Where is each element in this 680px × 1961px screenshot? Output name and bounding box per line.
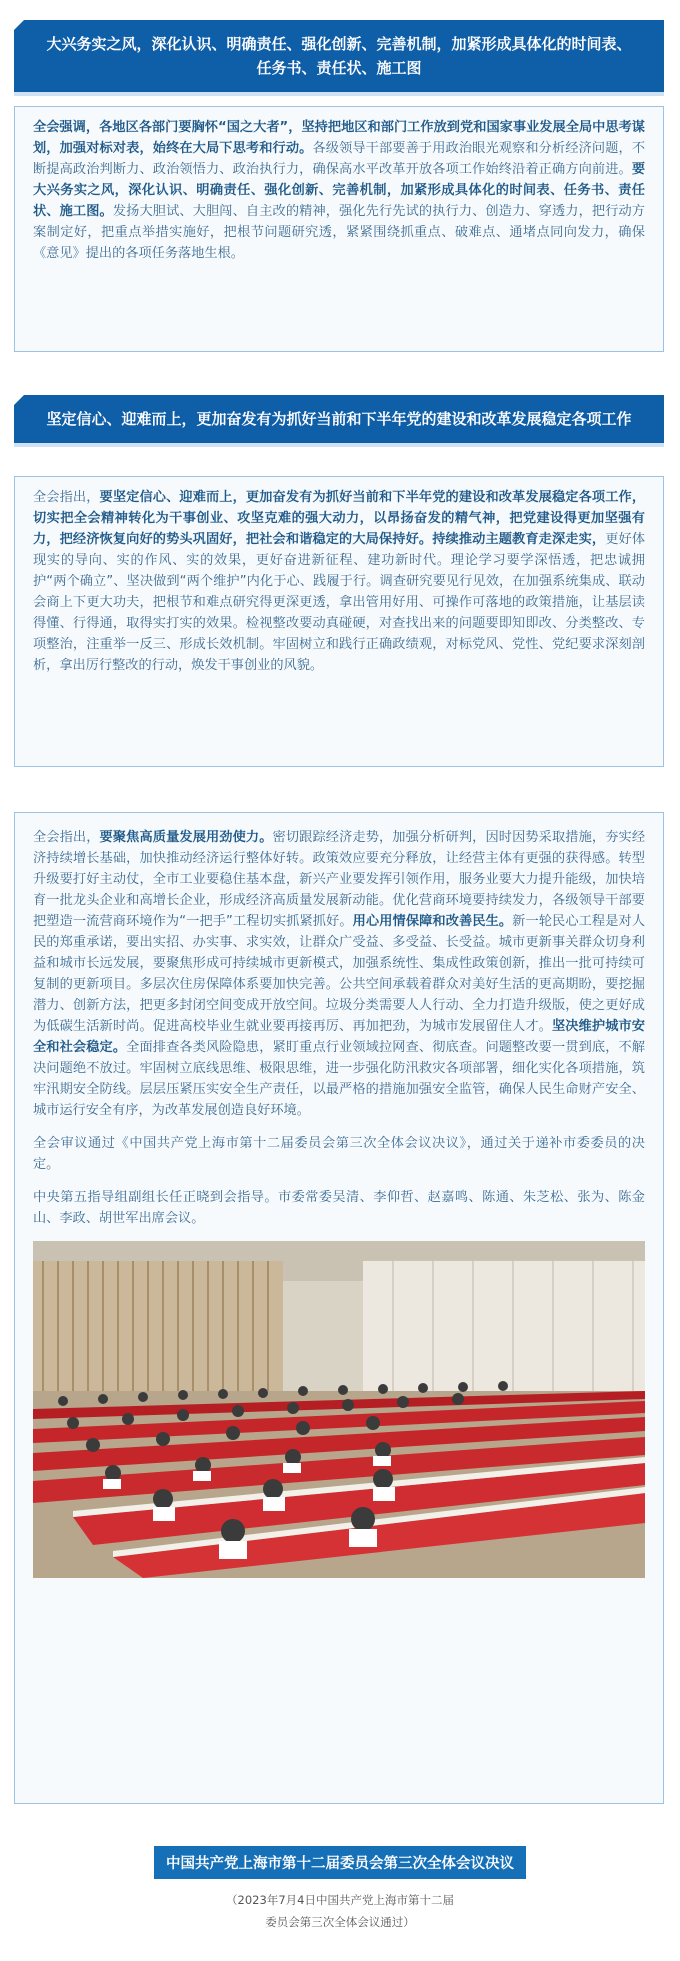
emphasis-text: 全会强调，各地区各部门要胸怀“国之大者”，坚持把地区和部门工作放到党和国家事业发展全局中思考谋划，加强对标对表，始终在大局下思考和行动。 bbox=[33, 120, 645, 156]
section-2-paragraph bbox=[33, 487, 645, 676]
section-1-header bbox=[14, 20, 664, 96]
body-text: 全面排查各类风险隐患，紧盯重点行业领域拉网查、彻底查。问题整改要一贯到底，不解决问题绝不放过。牢固树立底线思维、极限思维，进一步强化防汛救灾各项部署，细化实化各项措施，筑牢汛期安全防线。层层压紧压实安全生产责任，以最严格的措施加强安全监管，确保人民生命财产安全、城市运行安全有序，为改革发展创造良好环境。 bbox=[33, 1040, 646, 1118]
section-3-paragraph-3: 中央第五指导组副组长任正晓到会指导。市委常委吴清、李仰哲、赵嘉鸣、陈通、朱芝松、张为、陈金山、李政、胡世军出席会议。 bbox=[33, 1190, 645, 1226]
body-text: 密切跟踪经济走势，加强分析研判，因时因势采取措施，夯实经济持续增长基础，加快推动经济运行整体好转。政策效应要充分释放，让经营主体有更强的获得感。转型升级要打好主动仗，全市工业要稳住基本盘，新兴产业要发挥引领作用，服务业要大力提升能级，加快培育一批龙头企业和高增长企业，形成经济高质量发展新动能。优化营商环境要持续发力，各级领导干部要把塑造一流营商环境作为“一把手”工程切实抓紧抓好。 bbox=[33, 830, 646, 929]
body-text: 全会指出， bbox=[33, 490, 100, 505]
body-text: 各级领导干部要善于用政治眼光观察和分析经济问题，不断提高政治判断力、政治领悟力、政治执行力，确保高水平改革开放各项工作始终沿着正确方向前进。 bbox=[33, 141, 646, 177]
subtitle-line: （2023年7月4日中国共产党上海市第十二届 bbox=[226, 1893, 454, 1907]
resolution-title: 中国共产党上海市第十二届委员会第三次全体会议决议 bbox=[154, 1846, 526, 1879]
emphasis-text: 要大兴务实之风，深化认识、明确责任、强化创新、完善机制，加紧形成具体化的时间表、任务书、责任状、施工图。 bbox=[33, 162, 645, 219]
body-text: 新一轮民心工程是对人民的郑重承诺，要出实招、办实事、求实效，让群众广受益、多受益、长受益。城市更新事关群众切身利益和城市长远发展，要聚焦形成可持续城市更新模式，加强系统性、集成性政策创新，推出一批可持续可复制的更新项目。多层次住房保障体系要加快完善。公共空间承载着群众对美好生活的更高期盼，要挖掘潜力、创新方法，把更多封闭空间变成开放空间。垃圾分类需要人人行动、全力打造升级版，使之更好成为低碳生活新时尚。促进高校毕业生就业要再接再厉、再加把劲，为城市发展留住人才。 bbox=[33, 914, 646, 1034]
section-1-header-text: 大兴务实之风，深化认识、明确责任、强化创新、完善机制，加紧形成具体化的时间表、任务书、责任状、施工图 bbox=[46, 35, 632, 77]
header-corner-decoration bbox=[14, 395, 24, 405]
section-3-paragraph-1 bbox=[33, 827, 645, 1121]
wall-slats bbox=[33, 1261, 283, 1391]
section-2-body bbox=[14, 476, 664, 767]
body-text: 更好体现实的导向、实的作风、实的效果，更好奋进新征程、建功新时代。理论学习要学深悟透，把忠诚拥护“两个确立”、坚决做到“两个维护”内化于心、践履于行。调查研究要见行见效，在加强系统集成、联动会商上下更大功夫，把根节和难点研究得更深更透，拿出管用好用、可操作可落地的政策措施，让基层读得懂、行得通，取得实打实的效果。检视整改要动真碰硬，对查找出来的问题要即知即改、分类整改、专项整治，注重举一反三、形成长效机制。牢固树立和践行正确政绩观，对标党风、党性、党纪要求深刻剖析，拿出厉行整改的行动，焕发干事创业的风貌。 bbox=[33, 532, 646, 673]
emphasis-text: 用心用情保障和改善民生。 bbox=[352, 914, 513, 929]
section-3-body bbox=[14, 812, 664, 1804]
conference-hall-illustration bbox=[33, 1241, 645, 1578]
section-2-header-text: 坚定信心、迎难而上，更加奋发有为抓好当前和下半年党的建设和改革发展稳定各项工作 bbox=[46, 410, 632, 428]
conference-photo bbox=[33, 1241, 645, 1578]
subtitle-line: 委员会第三次全体会议通过） bbox=[265, 1915, 415, 1929]
resolution-title-block bbox=[0, 1846, 680, 1933]
resolution-subtitle bbox=[0, 1889, 680, 1933]
emphasis-text: 持续推动主题教育走深走实， bbox=[432, 532, 606, 547]
header-corner-decoration bbox=[14, 20, 24, 30]
body-text: 发扬大胆试、大胆闯、自主改的精神，强化先行先试的执行力、创造力、穿透力，把行动方案制定好，把重点举措实施好，把根节问题研究透，紧紧围绕抓重点、破难点、通堵点同向发力，确保《意见》提出的各项任务落地生根。 bbox=[33, 204, 645, 261]
section-2-header bbox=[14, 395, 664, 447]
emphasis-text: 要坚定信心、迎难而上，更加奋发有为抓好当前和下半年党的建设和改革发展稳定各项工作，切实把全会精神转化为干事创业、攻坚克难的强大动力，以昂扬奋发的精气神，把党建设得更加坚强有力，把经济恢复向好的势头巩固好，把社会和谐稳定的大局保持好。 bbox=[33, 490, 646, 547]
section-1-body bbox=[14, 106, 664, 352]
section-3-paragraph-2: 全会审议通过《中国共产党上海市第十二届委员会第三次全体会议决议》，通过关于递补市委委员的决定。 bbox=[33, 1136, 645, 1172]
section-1-paragraph bbox=[33, 117, 645, 264]
wall-panel bbox=[363, 1261, 645, 1391]
emphasis-text: 坚决维护城市安全和社会稳定。 bbox=[33, 1019, 645, 1055]
emphasis-text: 要聚焦高质量发展用劲使力。 bbox=[99, 830, 273, 845]
body-text: 全会指出， bbox=[33, 830, 100, 845]
